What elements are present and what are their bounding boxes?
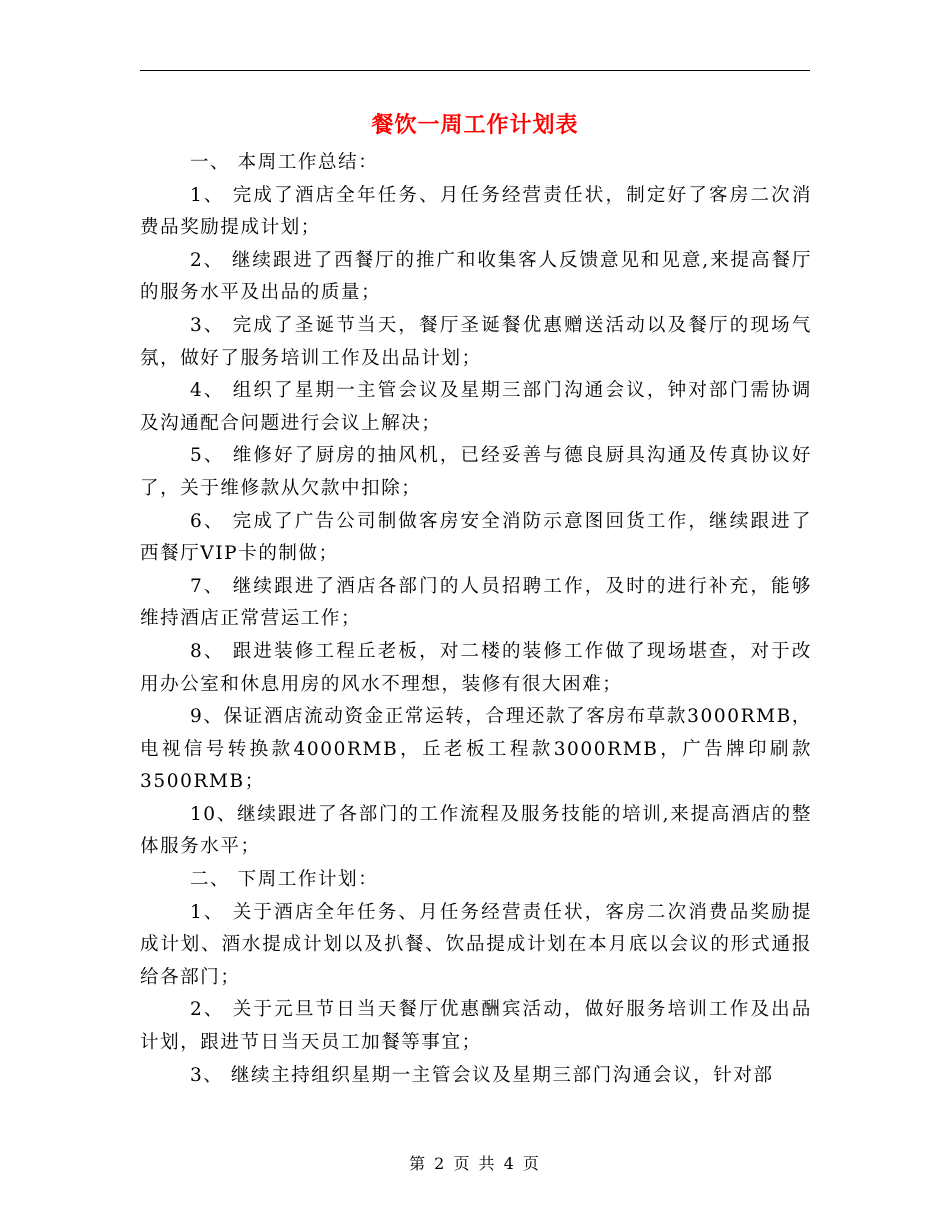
document-title: 餐饮一周工作计划表 <box>371 112 579 138</box>
summary-item-9: 9、保证酒店流动资金正常运转，合理还款了客房布草款3000RMB，电视信号转换款4000RMB，丘老板工程款3000RMB，广告牌印刷款 3500RMB； <box>140 706 812 793</box>
summary-item-4: 4、 组织了星期一主管会议及星期三部门沟通会议，钟对部门需协调及沟通配合问题进行会议上解决； <box>140 380 812 434</box>
plan-item-2: 2、 关于元旦节日当天餐厅优惠酬宾活动，做好服务培训工作及出品计划，跟进节日当天员工加餐等事宜； <box>140 999 812 1054</box>
plan-item-3: 3、 继续主持组织星期一主管会议及星期三部门沟通会议，针对部 <box>189 1064 774 1086</box>
document-body <box>140 147 812 1092</box>
page-number-footer: 第 2 页 共 4 页 <box>409 1154 541 1173</box>
summary-item-1: 1、 完成了酒店全年任务、月任务经营责任状，制定好了客房二次消费品奖励提成计划； <box>140 184 812 239</box>
summary-item-10: 10、继续跟进了各部门的工作流程及服务技能的培训,来提高酒店的整体服务水平； <box>140 803 812 858</box>
section-heading-summary: 一、 本周工作总结： <box>189 152 379 173</box>
plan-item-1: 1、 关于酒店全年任务、月任务经营责任状，客房二次消费品奖励提成计划、酒水提成计划以及扒餐、饮品提成计划在本月底以会议的形式通报给各部门； <box>140 901 812 988</box>
summary-item-6: 6、 完成了广告公司制做客房安全消防示意图回货工作，继续跟进了西餐厅VIP卡的制做； <box>140 510 812 565</box>
header-rule <box>140 70 810 71</box>
summary-item-8: 8、 跟进装修工程丘老板，对二楼的装修工作做了现场堪查，对于改用办公室和休息用房的风水不理想，装修有很大困难； <box>140 640 812 695</box>
summary-item-5: 5、 维修好了厨房的抽风机，已经妥善与德良厨具沟通及传真协议好了，关于维修款从欠款中扣除； <box>140 445 812 499</box>
summary-item-3: 3、 完成了圣诞节当天，餐厅圣诞餐优惠赠送活动以及餐厅的现场气氛，做好了服务培训工作及出品计划； <box>140 314 812 369</box>
summary-item-7: 7、 继续跟进了酒店各部门的人员招聘工作，及时的进行补充，能够维持酒店正常营运工作； <box>140 575 812 630</box>
section-heading-plan: 二、 下周工作计划： <box>189 869 379 891</box>
summary-item-2: 2、 继续跟进了西餐厅的推广和收集客人反馈意见和见意,来提高餐厅的服务水平及出品的质量； <box>140 249 812 304</box>
